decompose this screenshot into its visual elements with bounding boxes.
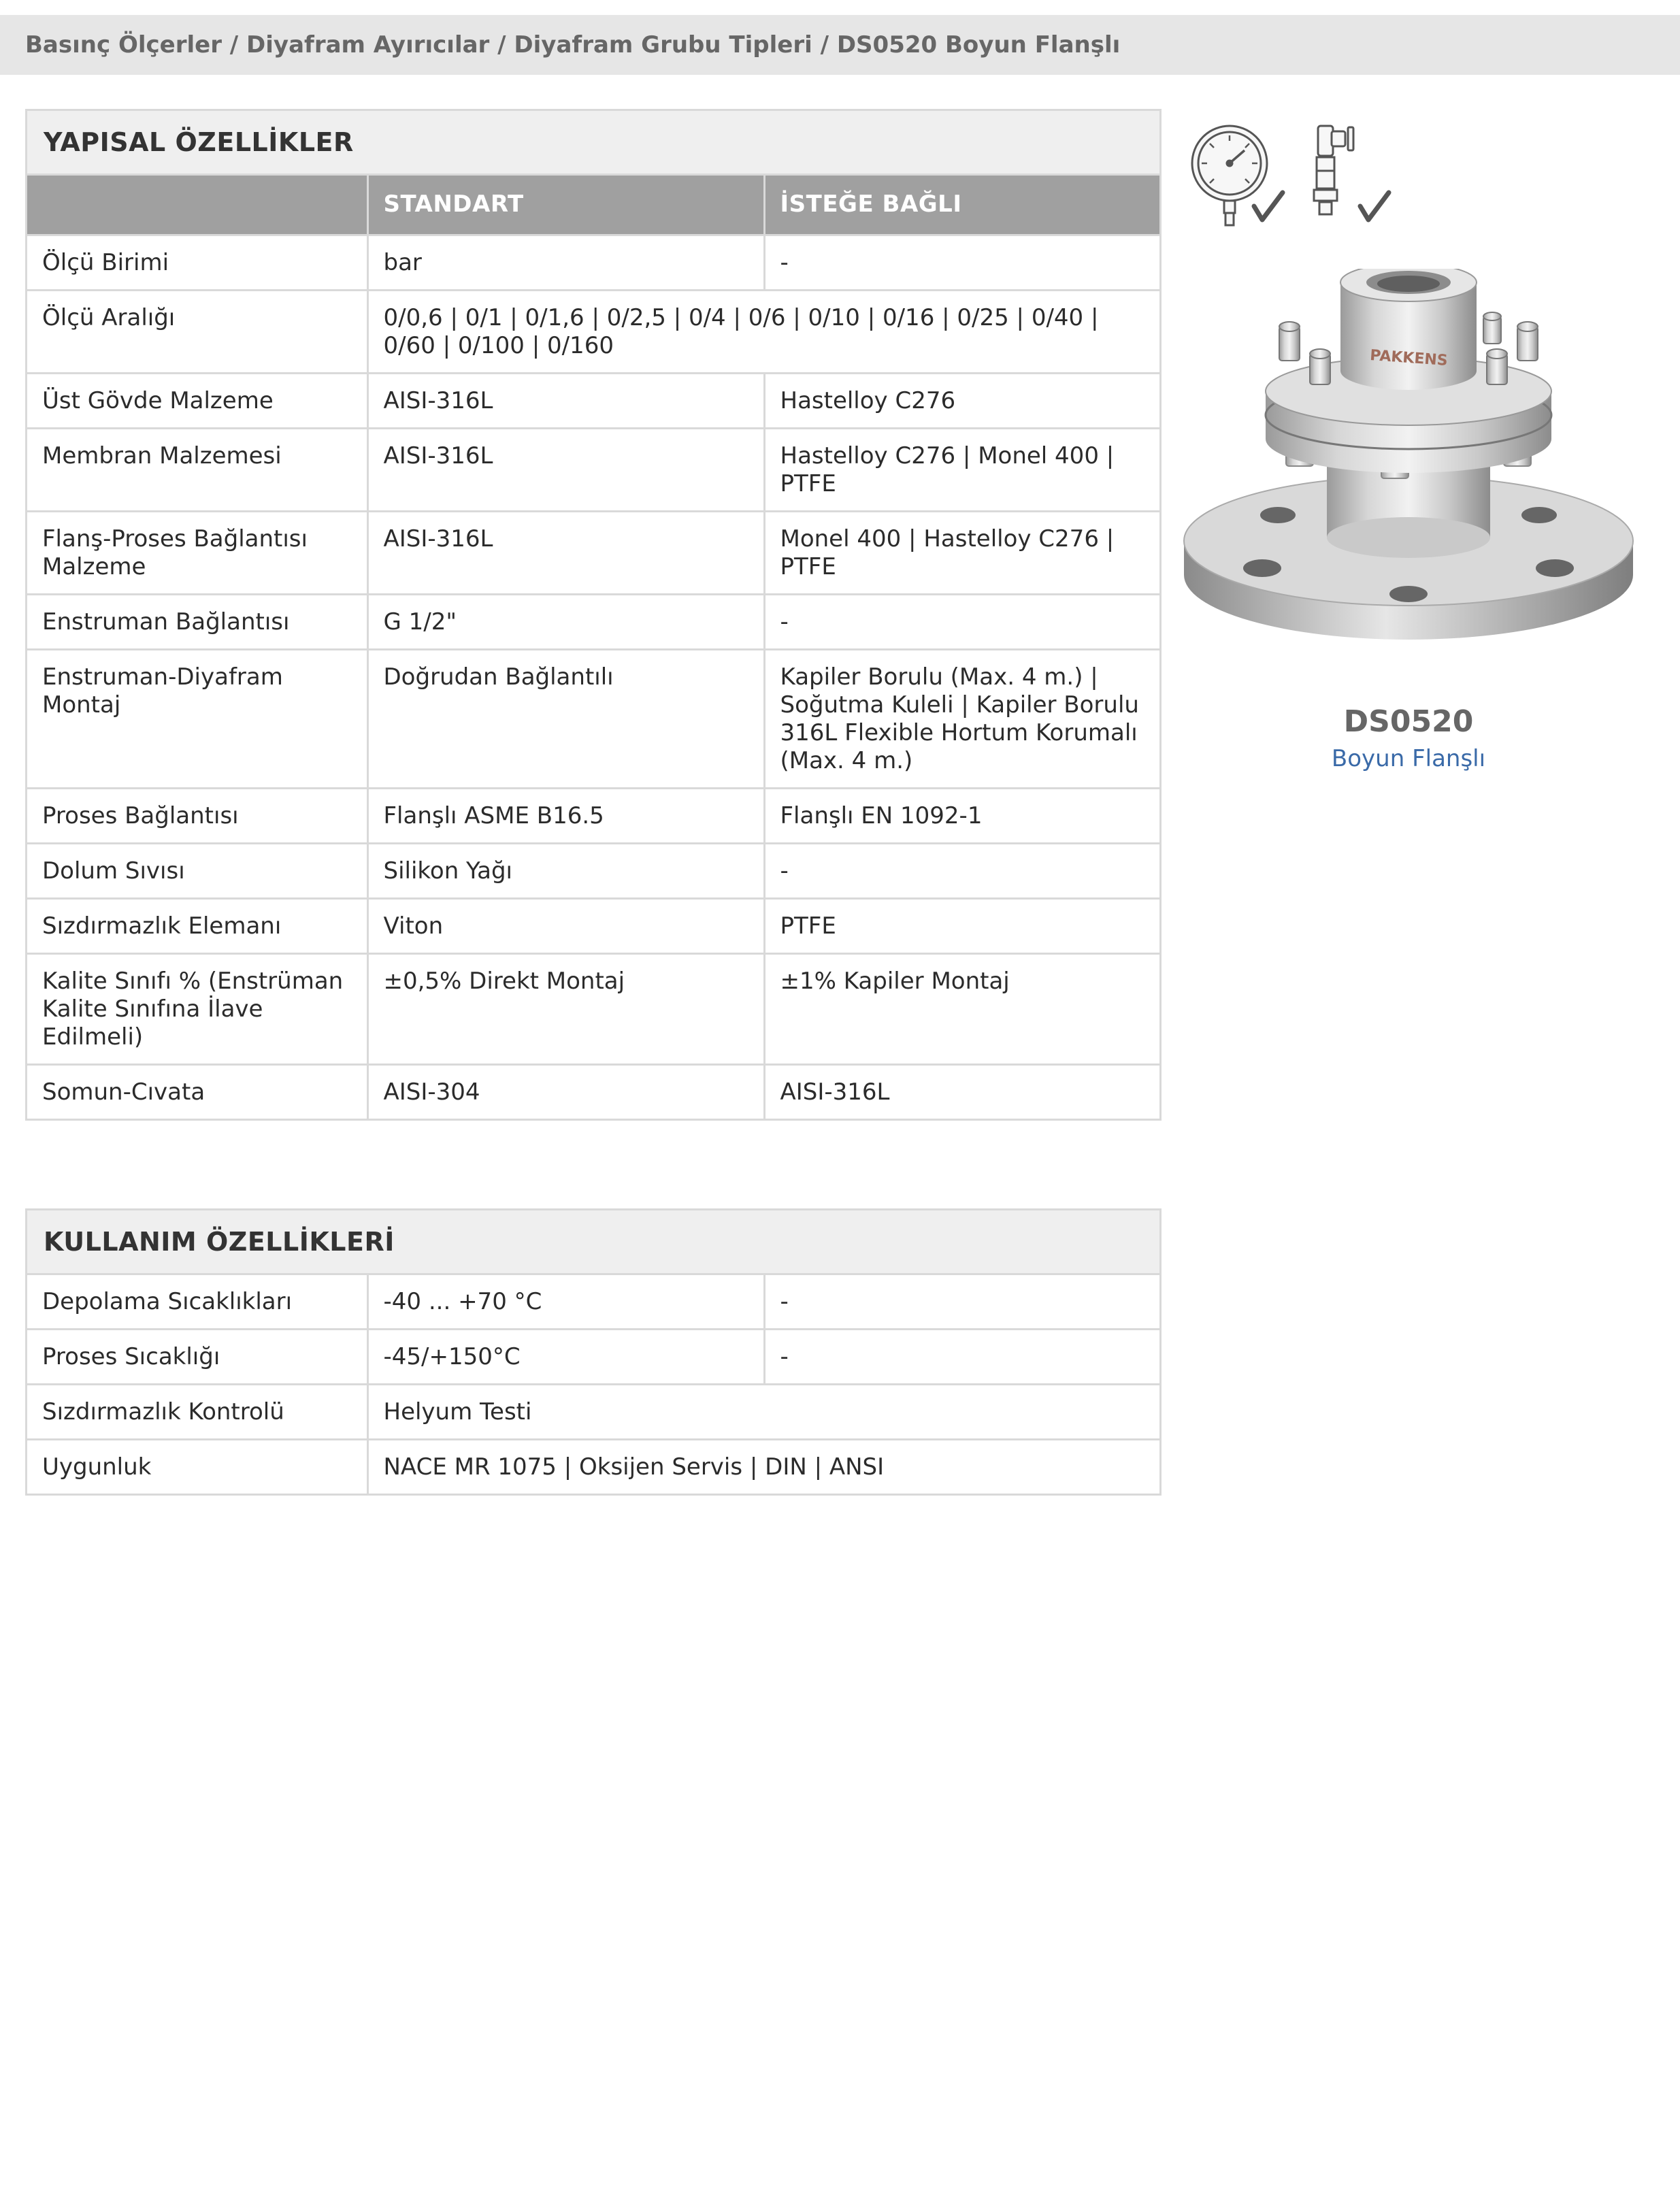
usage-properties-title: KULLANIM ÖZELLİKLERİ <box>27 1210 1159 1275</box>
optional-value: PTFE <box>764 898 1159 953</box>
product-image <box>1177 269 1640 677</box>
row-label: Enstruman-Diyafram Montaj <box>27 649 367 788</box>
optional-value: - <box>764 235 1159 290</box>
breadcrumb: Basınç Ölçerler / Diyafram Ayırıcılar / Diyafram Grubu Tipleri / DS0520 Boyun Flanşlı <box>0 15 1680 75</box>
optional-value: Hastelloy C276 <box>764 373 1159 428</box>
standard-value: Doğrudan Bağlantılı <box>367 649 764 788</box>
table-row <box>27 1064 1159 1119</box>
standard-value: bar <box>367 235 764 290</box>
standard-value: ±0,5% Direkt Montaj <box>367 953 764 1064</box>
optional-value: - <box>764 1330 1159 1385</box>
table-row <box>27 953 1159 1064</box>
table-row <box>27 1275 1159 1330</box>
standard-value: G 1/2" <box>367 594 764 649</box>
header-optional: İSTEĞE BAĞLI <box>764 176 1159 235</box>
structural-properties-table <box>27 176 1159 1119</box>
table-row <box>27 898 1159 953</box>
structural-properties-panel <box>25 109 1162 1121</box>
table-row <box>27 788 1159 843</box>
standard-value: -45/+150°C <box>367 1330 764 1385</box>
standard-value: AISI-316L <box>367 373 764 428</box>
row-label: Membran Malzemesi <box>27 428 367 511</box>
row-label: Enstruman Bağlantısı <box>27 594 367 649</box>
row-label: Dolum Sıvısı <box>27 843 367 898</box>
pressure-transmitter-icon <box>1314 126 1353 214</box>
product-code: DS0520 <box>1343 704 1474 739</box>
optional-value: - <box>764 843 1159 898</box>
brand-mark: PAKKENS <box>1369 347 1449 369</box>
standard-value: NACE MR 1075 | Oksijen Servis | DIN | ANSI <box>367 1440 1159 1494</box>
standard-value: Helyum Testi <box>367 1385 1159 1440</box>
standard-value: AISI-316L <box>367 511 764 594</box>
table-row <box>27 235 1159 290</box>
row-label: Proses Sıcaklığı <box>27 1330 367 1385</box>
header-standard: STANDART <box>367 176 764 235</box>
standard-value: 0/0,6 | 0/1 | 0/1,6 | 0/2,5 | 0/4 | 0/6 | 0/10 | 0/16 | 0/25 | 0/40 | 0/60 | 0/100 | 0/160 <box>367 290 1159 373</box>
optional-value: - <box>764 1275 1159 1330</box>
optional-value: Kapiler Borulu (Max. 4 m.) | Soğutma Kuleli | Kapiler Borulu 316L Flexible Hortum Korumalı (Max. 4 m.) <box>764 649 1159 788</box>
optional-value: AISI-316L <box>764 1064 1159 1119</box>
optional-value: Hastelloy C276 | Monel 400 | PTFE <box>764 428 1159 511</box>
row-label: Sızdırmazlık Elemanı <box>27 898 367 953</box>
standard-value: AISI-304 <box>367 1064 764 1119</box>
table-row <box>27 594 1159 649</box>
optional-value: - <box>764 594 1159 649</box>
usage-properties-panel <box>25 1208 1162 1496</box>
table-row <box>27 1385 1159 1440</box>
optional-value: Monel 400 | Hastelloy C276 | PTFE <box>764 511 1159 594</box>
optional-value: ±1% Kapiler Montaj <box>764 953 1159 1064</box>
table-row <box>27 373 1159 428</box>
row-label: Ölçü Aralığı <box>27 290 367 373</box>
standard-value: AISI-316L <box>367 428 764 511</box>
table-row <box>27 843 1159 898</box>
table-header-row <box>27 176 1159 235</box>
table-row <box>27 1440 1159 1494</box>
product-subtitle: Boyun Flanşlı <box>1331 745 1486 772</box>
optional-value: Flanşlı EN 1092-1 <box>764 788 1159 843</box>
table-row <box>27 290 1159 373</box>
checkmark-icon <box>1254 193 1283 220</box>
table-row <box>27 511 1159 594</box>
table-row <box>27 1330 1159 1385</box>
row-label: Ölçü Birimi <box>27 235 367 290</box>
row-label: Uygunluk <box>27 1440 367 1494</box>
row-label: Flanş-Proses Bağlantısı Malzeme <box>27 511 367 594</box>
table-row <box>27 649 1159 788</box>
row-label: Kalite Sınıfı % (Enstrüman Kalite Sınıfına İlave Edilmeli) <box>27 953 367 1064</box>
structural-properties-title: YAPISAL ÖZELLİKLER <box>27 111 1159 176</box>
table-row <box>27 428 1159 511</box>
compatibility-icons <box>1187 119 1412 235</box>
checkmark-icon <box>1360 193 1389 220</box>
row-label: Sızdırmazlık Kontrolü <box>27 1385 367 1440</box>
header-blank <box>27 176 367 235</box>
standard-value: Silikon Yağı <box>367 843 764 898</box>
row-label: Proses Bağlantısı <box>27 788 367 843</box>
standard-value: Viton <box>367 898 764 953</box>
row-label: Depolama Sıcaklıkları <box>27 1275 367 1330</box>
standard-value: -40 ... +70 °C <box>367 1275 764 1330</box>
usage-properties-table <box>27 1275 1159 1494</box>
standard-value: Flanşlı ASME B16.5 <box>367 788 764 843</box>
row-label: Somun-Cıvata <box>27 1064 367 1119</box>
row-label: Üst Gövde Malzeme <box>27 373 367 428</box>
